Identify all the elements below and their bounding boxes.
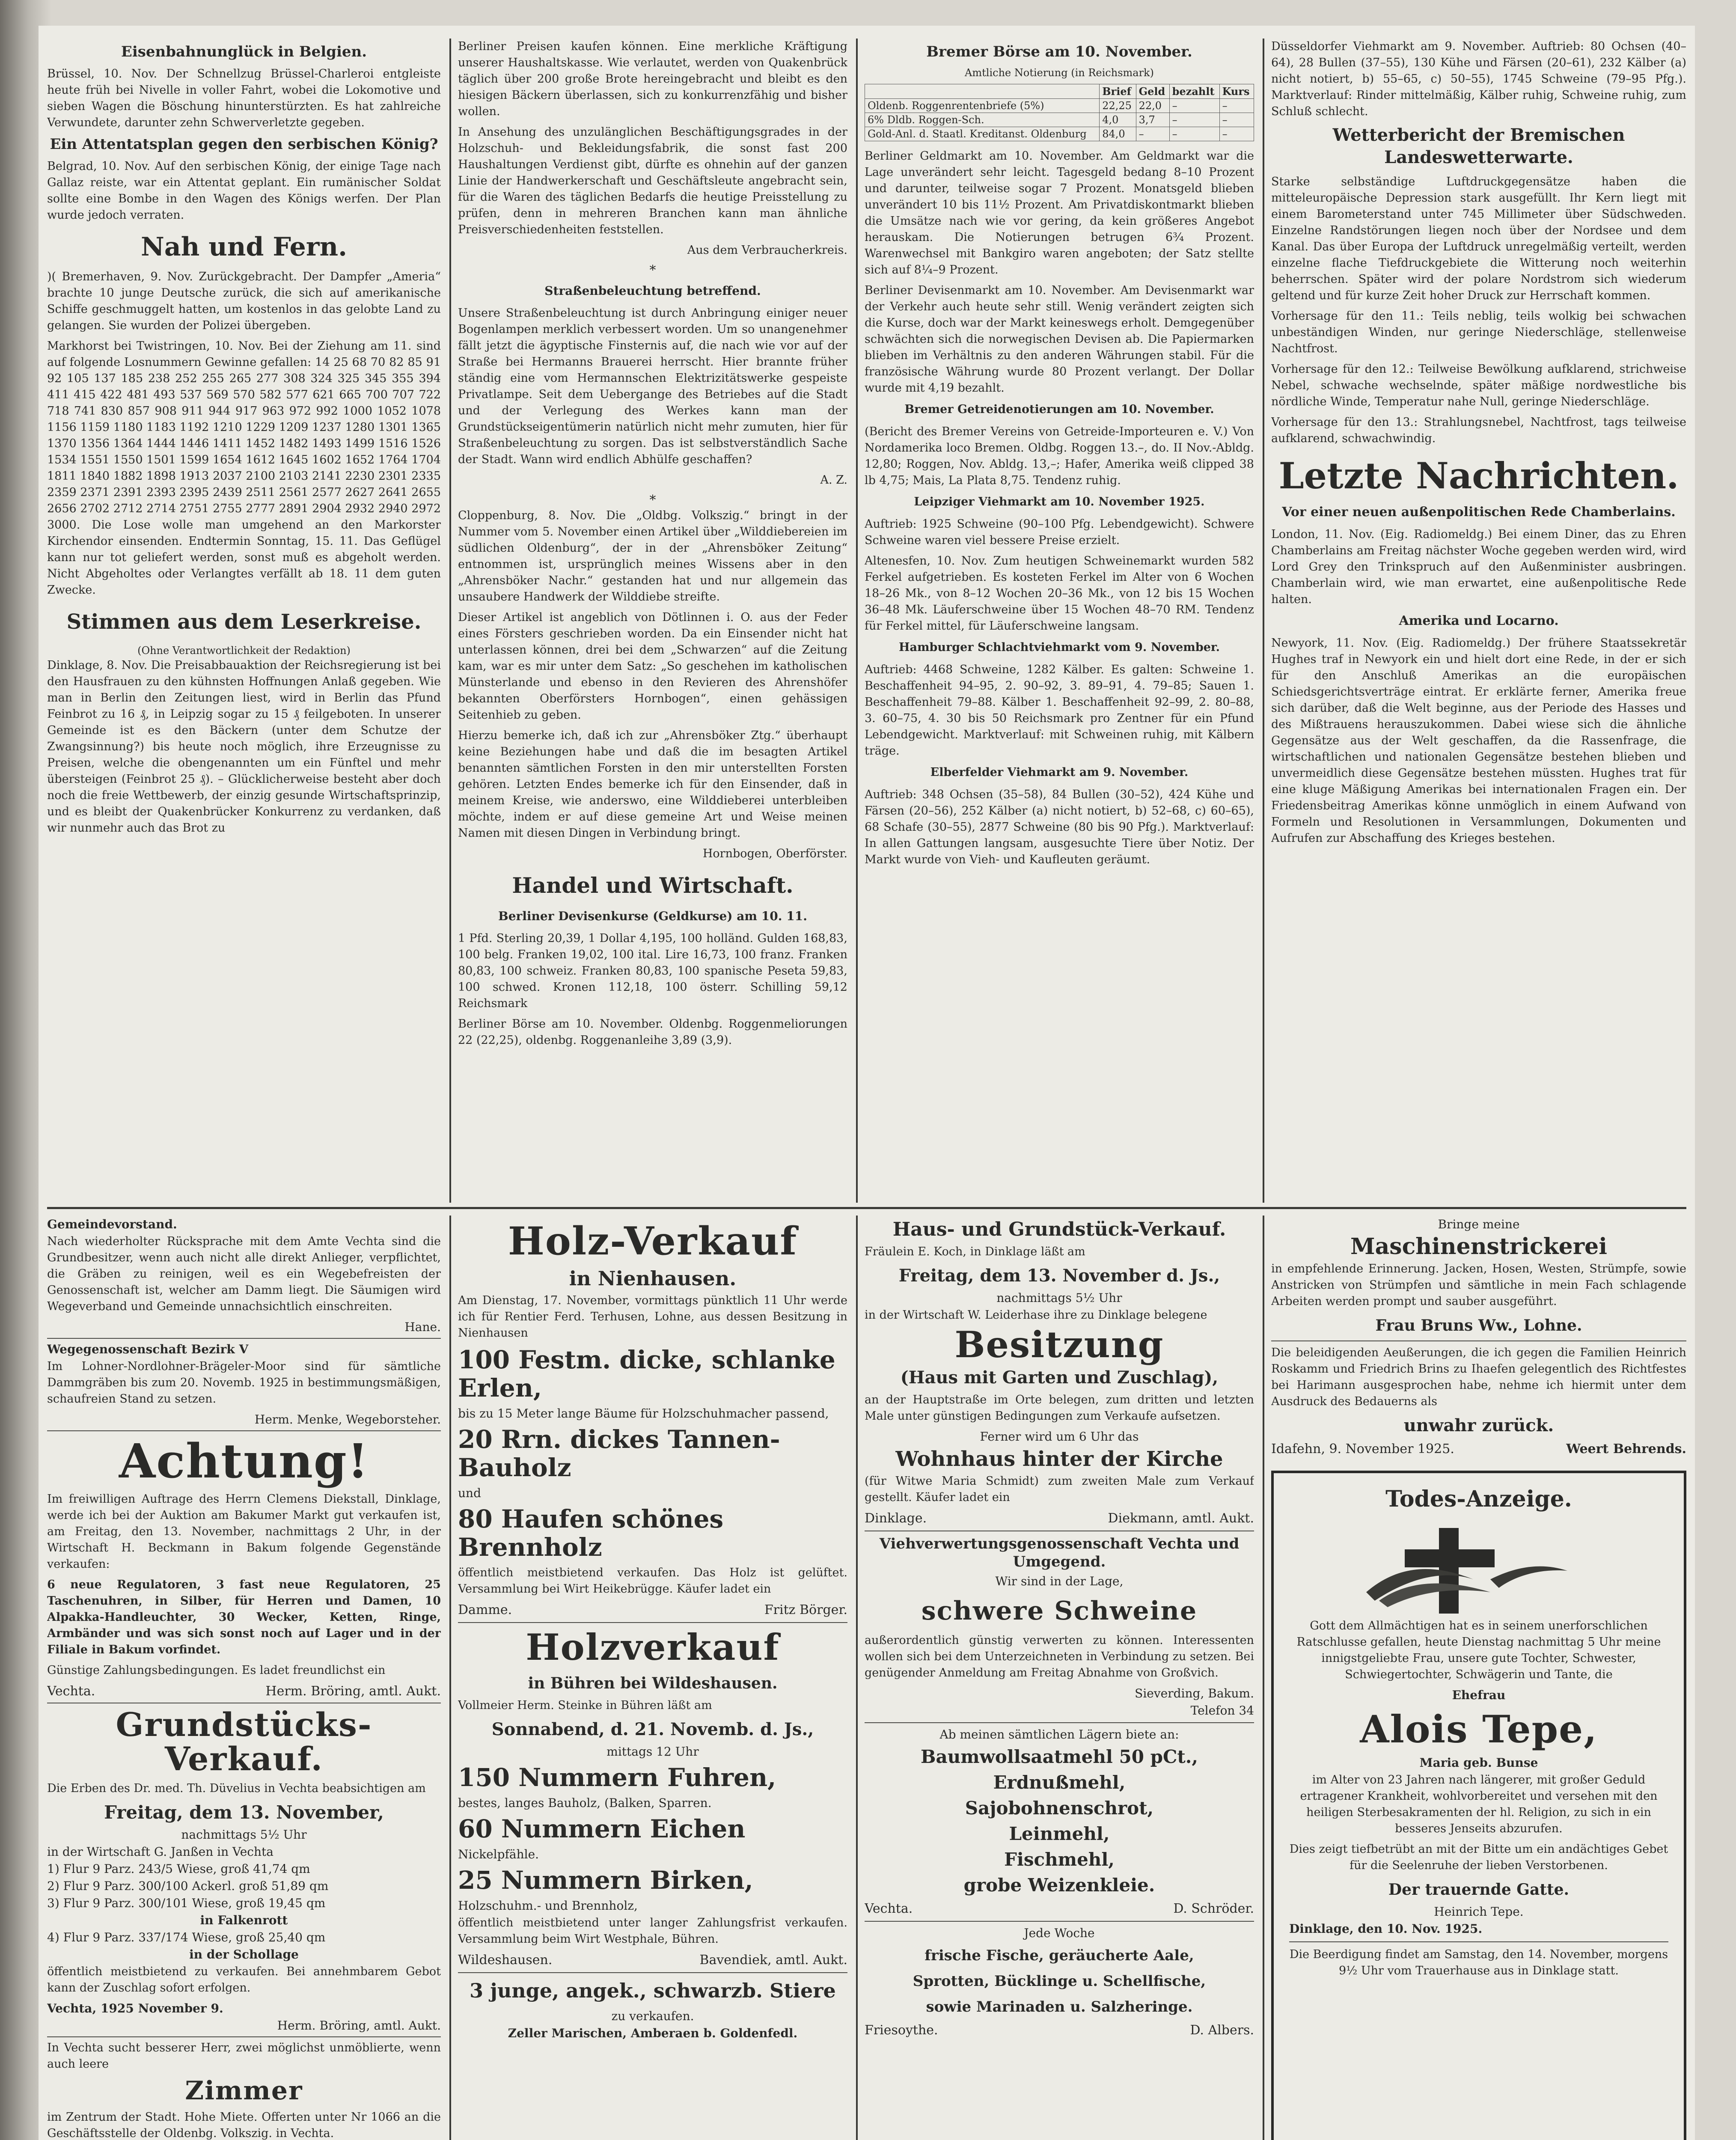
ad-signature: Dinklage. Diekmann, amtl. Aukt.	[865, 1511, 1254, 1526]
ad-highlight: unwahr zurück.	[1403, 1415, 1554, 1436]
section-title: Stimmen aus dem Leserkreise.	[66, 610, 422, 634]
article-text: Dinklage, 8. Nov. Die Preisabbauaktion der Reichsregierung ist bei den Hausfrauen zu den kühnsten Hoffnungen Anlaß gegeben. Wie man in Berlin den Zeitungen liest, wird in Berlin das Pfund Feinbrot zu 16 ₰, in Leipzig sogar zu 15 ₰ feilgeboten. In unserer Gemeinde ist es den Bäckern (unter dem Schutze der Zwangsinnung?) bis heute noch möglich, ihre Erzeugnisse zu Preisen, welche die obengenannten um ein Fünftel und mehr übersteigen (Feinbrot 25 ₰). – Glücklicherweise besteht aber doch noch die freie Wettbewerb, der einzig gesunde Wirtschaftsprinzip, und es bleibt der Quakenbrücker Konkurrenz zu verdanken, daß wir nunmehr auch das Brot zu	[47, 659, 441, 835]
article-text: Dieser Artikel ist angeblich von Dötlinnen i. O. aus der Feder eines Försters geschrieben worden. Da ein Einsender nicht hat unterlassen können, drei bei dem „Schwarzen“ auf die Zeitung kam, war es mir unter dem Satz: „So geschehen im katholischen Münsterlande und ebenso in den Revieren des Ahrenshöfer bekannten Oberförsters Hornbogen“, einen gehässigen Seitenhieb zu geben.	[458, 611, 847, 722]
article-text: Cloppenburg, 8. Nov. Die „Oldbg. Volkszig.“ bringt in der Nummer vom 5. November einen Artikel über „Wilddiebereien im südlichen Oldenburg“, der in der „Ahrensböker Zeitung“ entnommen ist, ursprünglich meines Wissens aber in den „Ahrensböker Nachr.“ gestanden hat und nur allgemein das unsaubere Handwerk der Wilddiebe streifte.	[458, 509, 847, 603]
ad-title: Maschinenstrickerei	[1350, 1233, 1607, 1260]
obituary-text: Die Beerdigung findet am Samstag, den 14. November, morgens 9½ Uhr vom Trauerhause aus in Dinklage statt.	[1289, 1948, 1668, 1977]
article-text: Newyork, 11. Nov. (Eig. Radiomeldg.) Der frühere Staatssekretär Hughes traf in Newyork ein und hielt dort eine Rede, in der er sich für den Anschluß Amerikas an die europäischen Schiedsgerichtsverträge eintrat. Er erklärte ferner, Amerika freue sich darüber, daß die Welt beginne, aus der Periode des Hasses und des Mißtrauens herauszukommen. Dabei wiese sich die ähnliche Gegensätze aus der Welt geschaffen, da die Rassenfrage, die wirtschaftlichen und nationalen Gegensätze bestehen blieben und unvermeidlich diese Gegensätze bestehen müssten. Hughes trat für eine kluge Mäßigung Amerikas bei internationalen Fragen ein. Der Friedensbeitrag Amerikas könne unmöglich in einem Aufwand von Formeln und Resolutionen in Versammlungen, Dokumenten und Aufrufen zur Abschaffung des Krieges bestehen.	[1271, 636, 1686, 845]
ad-signature: Frau Bruns Ww., Lohne.	[1375, 1317, 1582, 1335]
parcel-location: in Falkenrott	[200, 1913, 288, 1927]
ads-column-4	[1271, 1216, 1686, 2140]
article-text: Vorhersage für den 12.: Teilweise Bewölkung aufklarend, strichweise Nebel, schwache wechselnde, später mäßige nordwestliche bis nördliche Winde, Temperatur nahe Null, geringe Niederschläge.	[1271, 363, 1686, 408]
ad-subtitle: in Nienhausen.	[569, 1267, 737, 1290]
ad-signature: Herm. Bröring, amtl. Aukt.	[277, 2018, 441, 2033]
column-rule	[449, 39, 451, 1203]
notice-title: Wegegenossenschaft Bezirk V	[47, 1342, 249, 1356]
feed-item: Sajobohnenschrot,	[965, 1798, 1154, 1819]
divider	[47, 1430, 441, 1431]
ad-text: im Zentrum der Stadt. Hohe Miete. Offerten unter Nr 1066 an die Geschäftsstelle der Oldenbg. Volkszig. in Vechta.	[47, 2110, 441, 2140]
article-text: Berliner Geldmarkt am 10. November. Am Geldmarkt war die Lage unverändert sehr leicht. Tagesgeld bedang 8–10 Prozent und darunter, teilweise sogar 7 Prozent. Monatsgeld blieben unverändert 10 bis 11½ Prozent. Am Privatdiskontmarkt blieben die Umsätze nach wie vor gering, da kein größeres Angebot herauskam. Die Notierungen betrugen 6¾ Prozent. Warenwechsel mit Bankgiro waren angeboten; der Satz stellte sich auf 8¼–9 Prozent.	[865, 149, 1254, 276]
notice-text: Im Lohner-Nordlohner-Brägeler-Moor sind für sämtliche Dammgräben bis zum 20. Novemb. 1925 in bestimmungsmäßigen, schaufreien Stand zu setzen.	[47, 1360, 441, 1406]
ad-text: außerordentlich günstig verwerten zu können. Interessenten wollen sich bei dem Unterzeichneten in Verbindung zu setzen. Bei genügender Anmeldung am Freitag Abnahme von Großvich.	[865, 1634, 1254, 1679]
subtitle: (Ohne Verantwortlichkeit der Redaktion)	[137, 645, 351, 657]
obituary-box	[1271, 1471, 1686, 2140]
headline: Eisenbahnunglück in Belgien.	[121, 43, 367, 60]
obituary-title: Todes-Anzeige.	[1385, 1486, 1572, 1512]
article-text: Berliner Börse am 10. November. Oldenbg. Roggenmeliorungen 22 (22,25), oldenbg. Roggenanleihe 3,89 (3,9).	[458, 1017, 847, 1047]
article-text: Berliner Devisenmarkt am 10. November. Am Devisenmarkt war der Verkehr auch heute sehr still. Wenig verändert zeigten sich die Kurse, doch war der Markt keineswegs erholt. Demgegenüber schwächten sich die norwegischen Devisen ab. Die Papiermarken blieben im Verhältnis zu den anderen Währungen stabil. Für die französische Währung wurde 80 Prozent verlangt. Der Dollar wurde mit 4,19 bezahlt.	[865, 284, 1254, 395]
divider	[47, 1338, 441, 1339]
article-text: Brüssel, 10. Nov. Der Schnellzug Brüssel-Charleroi entgleiste heute früh bei Nivelle in voller Fahrt, wobei die Lokomotive und sieben Wagen die Böschung hinunterstürzten. Es hat zahlreiche Verwundete, darunter zehn Schwerverletzte gegeben.	[47, 67, 441, 129]
article-text: Auftrieb: 4468 Schweine, 1282 Kälber. Es galten: Schweine 1. Beschaffenheit 94–95, 2. 90–92, 3. 89–91, 4. 79–85; Sauen 1. Beschaffenheit 79–88. Kälber 1. Beschaffenheit 92–99, 2. 80–88, 3. 60–75, 4. 30 bis 50 Reichsmark pro Zentner für ein Pfund Lebendgewicht. Marktverlauf: mit Schweinen ruhig, mit Kälbern träge.	[865, 663, 1254, 758]
column-4	[1271, 39, 1686, 1198]
fish-item: sowie Marinaden u. Salzheringe.	[926, 1998, 1193, 2015]
article-text: (Bericht des Bremer Vereins von Getreide-Importeuren e. V.) Von Nordamerika loco Bremen. Oldbg. Roggen 13.–, do. II Nov.-Abldg. 12,80; Roggen, Nov. Abldg. 13,–; Hafer, Amerika weiß clipped 38 lb 4,75; Mais, La Plata 8,75. Tendenz ruhig.	[865, 425, 1254, 487]
article-text: Starke selbständige Luftdruckgegensätze haben die mitteleuropäische Depression stark ausgefüllt. Ihr Kern liegt mit einem Barometerstand unter 745 Millimeter über Südschweden. Einzelne Randstörungen liegen noch über der Nordsee und dem Kanal. Das über Europa der Luftdruck unregelmäßig verteilt, werden einzelne flache Tiefdruckgebiete die Witterung noch weiterhin beherrschen. Später wird der polare Nordstrom sich wiederum geltend und für kurze Zeit hoher Druck zur Herrschaft kommen.	[1271, 175, 1686, 302]
wood-item: 60 Nummern Eichen	[458, 1814, 746, 1843]
wood-item: 20 Rrn. dickes Tannen-Bauholz	[458, 1425, 780, 1482]
headline: Leipziger Viehmarkt am 10. November 1925.	[914, 495, 1205, 508]
ad-signature: Sieverding, Bakum.	[1135, 1686, 1254, 1700]
column-rule	[856, 1216, 858, 2140]
headline: Bremer Börse am 10. November.	[926, 43, 1192, 60]
feed-item: Erdnußmehl,	[993, 1772, 1126, 1793]
table-row: Gold-Anl. d. Staatl. Kreditanst. Oldenburg 84,0 – – –	[865, 127, 1254, 141]
table-row: 6% Dldb. Roggen-Sch. 4,0 3,7 – –	[865, 113, 1254, 127]
table-header: Kurs	[1219, 84, 1254, 99]
ad-subtitle: zu verkaufen.	[611, 2009, 694, 2023]
ad-subtitle: in Bühren bei Wildeshausen.	[528, 1674, 778, 1692]
obituary-date: Dinklage, den 10. Nov. 1925.	[1289, 1922, 1483, 1936]
wood-note: und	[458, 1486, 481, 1500]
ad-title: Achtung!	[119, 1433, 369, 1489]
obituary-text: Dies zeigt tiefbetrübt an mit der Bitte um ein andächtiges Gebet für die Seelenruhe der lieben Verstorbenen.	[1289, 1843, 1668, 1872]
ad-highlight: (Haus mit Garten und Zuschlag),	[900, 1367, 1219, 1388]
article-text: Belgrad, 10. Nov. Auf den serbischen König, der einige Tage nach Gallaz reiste, war ein Attentat geplant. Ein rumänischer Soldat sollte eine Bombe in den Wagen des Königs werfen. Der Plan wurde jedoch verraten.	[47, 160, 441, 222]
ad-text: Die Erben des Dr. med. Th. Düvelius in Vechta beabsichtigen am	[47, 1782, 426, 1795]
fish-item: Sprotten, Bücklinge u. Schellfische,	[913, 1973, 1206, 1990]
headline: Wetterbericht der Bremischen Landeswetterwarte.	[1332, 125, 1625, 167]
article-text: Berliner Preisen kaufen können. Eine merkliche Kräftigung unserer Haushaltskasse. Wie verlautet, werden von Quakenbrück täglich über 200 große Brote hereingebracht und bleibt es den hiesigen Bäckern überlassen, sich zu konkurrenzfähig und bisher wollen.	[458, 40, 847, 118]
ad-text: in der Wirtschaft W. Leiderhase ihre zu Dinklage belegene	[865, 1308, 1207, 1322]
divider	[458, 1622, 847, 1623]
ads-column-2	[458, 1216, 847, 2140]
table-header: Geld	[1136, 84, 1169, 99]
obituary-label: Ehefrau	[1452, 1688, 1506, 1702]
article-text: Auftrieb: 348 Ochsen (35–58), 84 Bullen (30–52), 424 Kühe und Färsen (20–56), 252 Kälber (a) nicht notiert, b) 52–68, c) 60–65), 68 Schafe (30–55), 2877 Schweine (80 bis 90 Pfg.). Marktverlauf: In allen Gattungen langsam, ausgesuchte Tiere über Notiz. Der Markt wurde von Vieh- und Kaufleuten geräumt.	[865, 788, 1254, 866]
article-text: In Ansehung des unzulänglichen Beschäftigungsgrades in der Holzschuh- und Bekleidungsfabrik, die sonst fast 200 Haushaltungen Verdienst gibt, dürfte es ohnehin auf der ganzen Linie der Handwerkerschaft und Geschäftsleute angebracht sein, für die Waren des täglichen Bedarfs die heutige Preisstellung zu prüfen, denn in mehreren Branchen kann man ähnliche Preisverschiedenheiten feststellen.	[458, 125, 847, 236]
ad-title: Holz-Verkauf	[508, 1219, 798, 1264]
ad-place: in der Wirtschaft G. Janßen in Vechta	[47, 1845, 273, 1859]
ad-time: mittags 12 Uhr	[606, 1745, 699, 1759]
ad-text: Jede Woche	[1024, 1926, 1095, 1940]
cross-icon	[1289, 1515, 1668, 1614]
section-title: Nah und Fern.	[141, 232, 347, 262]
ad-highlight: Wohnhaus hinter der Kirche	[895, 1447, 1223, 1471]
ad-title: Grundstücks-Verkauf.	[116, 1706, 372, 1778]
subtitle: Amtliche Notierung (in Reichsmark)	[965, 67, 1154, 79]
parcel-item: 3) Flur 9 Parz. 300/101 Wiese, groß 19,45 qm	[47, 1896, 326, 1910]
wood-note: Holzschuhm.- und Brennholz,	[458, 1899, 638, 1913]
ad-title: Zimmer	[185, 2076, 303, 2106]
ad-text: an der Hauptstraße im Orte belegen, zum dritten und letzten Male unter günstigen Bedingungen zum Verkaufe aufsetzen.	[865, 1393, 1254, 1423]
ad-title: Holzverkauf	[526, 1626, 780, 1668]
divider	[865, 1722, 1254, 1723]
ad-signature: Friesoythe. D. Albers.	[865, 2023, 1254, 2038]
ad-text: Im freiwilligen Auftrage des Herrn Clemens Diekstall, Dinklage, werde ich bei der Auktion am Bakumer Markt gut verkaufen ist, am Freitag, den 13. November, nachmittags 2 Uhr, in der Wirtschaft H. Beckmann in Bakum folgende Gegenstände verkaufen:	[47, 1492, 441, 1571]
ad-time: nachmittags 5½ Uhr	[181, 1828, 307, 1842]
wood-note: bestes, langes Bauholz, (Balken, Sparren.	[458, 1796, 712, 1810]
section-title: Handel und Wirtschaft.	[512, 873, 794, 898]
article-text: )( Bremerhaven, 9. Nov. Zurückgebracht. Der Dampfer „Ameria“ brachte 10 junge Deutsche zurück, die sich auf amerikanische Schiffe geschmuggelt hatten, um kostenlos in das gelobte Land zu gelangen. Sie wurden der Polizei übergeben.	[47, 270, 441, 332]
table-row: Oldenb. Roggenrentenbriefe (5%) 22,25 22,0 – –	[865, 99, 1254, 113]
headline: Elberfelder Viehmarkt am 9. November.	[930, 766, 1189, 779]
table-header	[865, 84, 1100, 99]
wood-item: 25 Nummern Birken,	[458, 1866, 753, 1895]
headline: Hamburger Schlachtviehmarkt vom 9. November.	[898, 641, 1220, 654]
ad-text: öffentlich meistbietend verkaufen. Das Holz ist gelüftet. Versammlung bei Wirt Heikebrügge. Käufer ladet ein	[458, 1566, 847, 1596]
article-text: Markhorst bei Twistringen, 10. Nov. Bei der Ziehung am 11. sind auf folgende Losnummern Gewinne gefallen: 14 25 68 70 82 85 91 92 105 137 185 238 252 255 265 277 308 324 325 345 355 394 411 415 422 481 493 537 569 570 582 577 621 665 700 707 722 718 741 830 857 908 911 944 917 963 972 992 1000 1052 1078 1156 1159 1180 1183 1192 1210 1229 1209 1237 1280 1301 1365 1370 1356 1364 1444 1446 1411 1452 1482 1493 1499 1516 1526 1534 1551 1550 1501 1599 1654 1612 1645 1602 1652 1764 1704 1811 1840 1882 1898 1913 2037 2100 2103 2141 2230 2301 2335 2359 2371 2391 2393 2395 2439 2511 2561 2577 2627 2641 2655 2656 2702 2712 2714 2751 2755 2777 2891 2904 2932 2940 2972 3000. Die Lose wolle man umgehend an den Markorster Kirchendor einsenden. Endtermin Sonntag, 15. 11. Das Geflügel kann nur tot geliefert werden, sonst muß es abgeholt werden. Nicht Abgeholtes oder Verlangtes verfällt ab 18. 11 dem guten Zwecke.	[47, 339, 441, 597]
column-2	[458, 39, 847, 1198]
fish-item: frische Fische, geräucherte Aale,	[924, 1947, 1194, 1964]
ad-signature: Idafehn, 9. November 1925. Weert Behrends.	[1271, 1442, 1686, 1456]
obituary-maiden: Maria geb. Bunse	[1419, 1756, 1538, 1770]
ad-text: 6 neue Regulatoren, 3 fast neue Regulatoren, 25 Taschenuhren, in Silber, für Herren und Damen, 10 Alpakka-Handleuchter, 30 Wecker, Ketten, Ringe, Armbänder und was sich sonst noch auf Lager und in der Filiale in Bakum vorfindet.	[47, 1578, 441, 1656]
parcel-location: in der Schollage	[189, 1947, 299, 1962]
ad-text: Ab meinen sämtlichen Lägern biete an:	[939, 1727, 1179, 1742]
feed-item: Fischmehl,	[1004, 1849, 1115, 1870]
signature: Aus dem Verbraucherkreis.	[687, 244, 847, 257]
wood-note: Nickelpfähle.	[458, 1847, 539, 1861]
ad-date: Vechta, 1925 November 9.	[47, 2001, 223, 2015]
ad-text: Wir sind in der Lage,	[995, 1574, 1124, 1588]
article-text: Vorhersage für den 13.: Strahlungsnebel, Nachtfrost, tags teilweise aufklarend, schwachwindig.	[1271, 416, 1686, 445]
section-rule	[47, 1207, 1686, 1209]
article-text: Vorhersage für den 11.: Teils neblig, teils wolkig bei schwachen unbeständigen Winden, nur geringe Niederschläge, stellenweise Nachtfrost.	[1271, 309, 1686, 355]
divider	[1271, 1340, 1686, 1341]
notice-signature: Herm. Menke, Wegeborsteher.	[254, 1412, 441, 1427]
article-text: Auftrieb: 1925 Schweine (90–100 Pfg. Lebendgewicht). Schwere Schweine waren viel bessere Preise erzielt.	[865, 517, 1254, 547]
column-rule	[449, 1216, 451, 2140]
article-text: 1 Pfd. Sterling 20,39, 1 Dollar 4,195, 100 holländ. Gulden 168,83, 100 belg. Franken 19,02, 100 ital. Lire 16,73, 100 franz. Franken 80,83, 100 schweiz. Franken 80,83, 100 spanische Peseta 59,83, 100 schwed. Kronen 112,18, 100 österr. Schilling 59,12 Reichsmark	[458, 932, 847, 1010]
exchange-table	[865, 84, 1254, 141]
ad-signature: Wildeshausen. Bavendiek, amtl. Aukt.	[458, 1953, 847, 1968]
parcel-item: 4) Flur 9 Parz. 337/174 Wiese, groß 25,40 qm	[47, 1930, 326, 1944]
obituary-signature-name: Heinrich Tepe.	[1434, 1905, 1524, 1919]
separator: *	[649, 493, 656, 508]
headline: Bremer Getreidenotierungen am 10. November.	[904, 403, 1214, 416]
parcel-item: 1) Flur 9 Parz. 243/5 Wiese, groß 41,74 qm	[47, 1862, 310, 1876]
ad-text: Günstige Zahlungsbedingungen. Es ladet freundlichst ein	[47, 1664, 386, 1677]
ad-signature: Vechta. D. Schröder.	[865, 1901, 1254, 1916]
wood-item: 100 Festm. dicke, schlanke Erlen,	[458, 1345, 835, 1403]
feed-item: Baumwollsaatmehl 50 pCt.,	[920, 1746, 1198, 1767]
ad-time: nachmittags 5½ Uhr	[996, 1291, 1122, 1305]
ad-text: öffentlich meistbietend zu verkaufen. Bei annehmbarem Gebot kann der Zuschlag sofort erfolgen.	[47, 1965, 441, 1994]
feed-item: Leinmehl,	[1009, 1823, 1110, 1844]
divider	[458, 1972, 847, 1973]
signature: A. Z.	[820, 473, 847, 487]
ad-text: Fräulein E. Koch, in Dinklage läßt am	[865, 1245, 1085, 1258]
headline: Berliner Devisenkurse (Geldkurse) am 10. 11.	[498, 909, 807, 923]
column-3	[865, 39, 1254, 1198]
column-rule	[1263, 1216, 1264, 2140]
signature: Hornbogen, Oberförster.	[702, 847, 847, 860]
ad-text: Ferner wird um 6 Uhr das	[980, 1430, 1139, 1444]
divider	[47, 2036, 441, 2037]
separator: *	[649, 263, 656, 278]
ad-text: Die beleidigenden Aeußerungen, die ich gegen die Familien Heinrich Roskamm und Friedrich Brins zu Ihaefen gelegentlich des Richtfestes bei Harimann ausgesprochen habe, nehme ich hiermit unter dem Ausdruck des Bedauerns als	[1271, 1346, 1686, 1408]
table-header: bezahlt	[1169, 84, 1219, 99]
ad-date: Freitag, dem 13. November d. Js.,	[898, 1266, 1220, 1286]
newspaper-page	[39, 26, 1695, 2140]
ad-text: Bringe meine	[1438, 1217, 1520, 1231]
article-text: London, 11. Nov. (Eig. Radiomeldg.) Bei einem Diner, das zu Ehren Chamberlains am Freitag nächster Woche gegeben werden wird, wird Lord Grey den Trinkspruch auf den Außenminister ausbringen. Chamberlain wird, wie man erwartet, eine außenpolitische Rede halten.	[1271, 528, 1686, 606]
ad-signature: Damme. Fritz Börger.	[458, 1602, 847, 1617]
ad-text: In Vechta sucht besserer Herr, zwei möglichst unmöblierte, wenn auch leere	[47, 2041, 441, 2071]
ad-signature: Vechta. Herm. Bröring, amtl. Aukt.	[47, 1684, 441, 1699]
ad-text: öffentlich meistbietend unter langer Zahlungsfrist verkaufen. Versammlung beim Wirt Westphale, Bühren.	[458, 1916, 847, 1946]
obituary-signature: Der trauernde Gatte.	[1388, 1881, 1570, 1899]
ad-signature: Zeller Marischen, Amberaen b. Goldenfedl.	[508, 2026, 798, 2040]
ad-title: Haus- und Grundstück-Verkauf.	[892, 1219, 1226, 1240]
ad-date: Sonnabend, d. 21. Novemb. d. Js.,	[491, 1719, 814, 1739]
article-text: Hierzu bemerke ich, daß ich zur „Ahrensböker Ztg.“ überhaupt keine Beziehungen habe und daß die im besagten Artikel benannten sämtlichen Forsten in den mir unterstellten Forsten gehören. Letzten Endes bemerke ich für den Einsender, daß in meinem Kreise, wie anderswo, eine Wilddieberei unterbleiben möchte, indem er auf diese gemeine Art und Weise meinen Namen mit diesen Dingen in Verbindung bringt.	[458, 729, 847, 840]
ads-column-3	[865, 1216, 1254, 2140]
headline: Ein Attentatsplan gegen den serbischen König?	[50, 136, 438, 153]
column-rule	[856, 39, 858, 1203]
headline: Vor einer neuen außenpolitischen Rede Chamberlains.	[1282, 505, 1676, 520]
headline: Straßenbeleuchtung betreffend.	[544, 284, 761, 298]
wood-item: 150 Nummern Fuhren,	[458, 1763, 776, 1792]
ad-text: Vollmeier Herm. Steinke in Bühren läßt am	[458, 1699, 712, 1712]
ad-text: in empfehlende Erinnerung. Jacken, Hosen, Westen, Strümpfe, sowie Anstricken von Strümpfen und sämtliche in mein Fach schlagende Arbeiten werden prompt und sauber ausgeführt.	[1271, 1262, 1686, 1308]
wood-item: 80 Haufen schönes Brennholz	[458, 1504, 724, 1562]
ad-highlight: schwere Schweine	[921, 1596, 1198, 1626]
feed-item: grobe Weizenkleie.	[963, 1875, 1155, 1896]
parcel-item: 2) Flur 9 Parz. 300/100 Ackerl. groß 51,89 qm	[47, 1879, 329, 1893]
obituary-name: Alois Tepe,	[1360, 1707, 1598, 1751]
obituary-text: Gott dem Allmächtigen hat es in seinem unerforschlichen Ratschlusse gefallen, heute Dienstag nachmittag 5 Uhr meine innigstgeliebte Frau, unsere gute Tochter, Schwester, Schwiegertochter, Schwägerin und Tante, die	[1296, 1619, 1661, 1681]
table-header: Brief	[1100, 84, 1136, 99]
notice-text: Nach wiederholter Rücksprache mit dem Amte Vechta sind die Grundbesitzer, wenn auch nicht alle direkt Anlieger, verpflichtet, die Gräben zu reinigen, weil es ein Wegebefreisten der Genossenschaft ist, welcher am Damm liegt. Die Säumigen wird Wegeverband und Gemeinde unnachsichtlich einschreiten.	[47, 1235, 441, 1313]
ads-column-1	[47, 1216, 441, 2140]
headline: Amerika und Locarno.	[1399, 613, 1559, 628]
column-rule	[1263, 39, 1264, 1203]
notice-signature: Hane.	[404, 1320, 441, 1334]
obituary-text: im Alter von 23 Jahren nach längerer, mit großer Geduld ertragener Krankheit, wohlvorbereitet und versehen mit den heiligen Sterbesakramenten der hl. Religion, zu sich in ein besseres Jenseits abzurufen.	[1300, 1773, 1658, 1835]
article-text: Altenesfen, 10. Nov. Zum heutigen Schweinemarkt wurden 582 Ferkel aufgetrieben. Es kosteten Ferkel im Alter von 6 Wochen 18–26 Mk., von 8–12 Wochen 20–36 Mk., von 12 bis 15 Wochen 36–48 Mk. Läuferschweine über 15 Wochen 48–70 RM. Tendenz für Ferkel mittel, für Läuferschweine langsam.	[865, 554, 1254, 633]
ad-phone: Telefon 34	[1190, 1703, 1254, 1718]
article-text: Düsseldorfer Viehmarkt am 9. November. Auftrieb: 80 Ochsen (40–64), 28 Bullen (37–55), 130 Kühe und Färsen (20–61), 232 Kälber (a) nicht notiert, b) 55–65, c) 50–55), 1745 Schweine (79–95 Pfg.). Marktverlauf: Rinder mittelmäßig, Kälber ruhig, Schweine ruhig, zum Schluß schlecht.	[1271, 40, 1686, 118]
divider	[865, 1921, 1254, 1922]
ad-title: 3 junge, angek., schwarzb. Stiere	[470, 1979, 836, 2002]
ad-text: Am Dienstag, 17. November, vormittags pünktlich 11 Uhr werde ich für Rentier Ferd. Terhusen, Lohne, aus dessen Besitzung in Nienhausen	[458, 1294, 847, 1340]
ad-text: (für Witwe Maria Schmidt) zum zweiten Male zum Verkauf gestellt. Käufer ladet ein	[865, 1474, 1254, 1504]
ad-date: Freitag, dem 13. November,	[104, 1802, 384, 1823]
column-1	[47, 39, 441, 1198]
divider	[1289, 1941, 1668, 1942]
ad-title: Viehverwertungsgenossenschaft Vechta und Umgegend.	[879, 1535, 1240, 1570]
article-text: Unsere Straßenbeleuchtung ist durch Anbringung einiger neuer Bogenlampen merklich verbessert worden. Um so unangenehmer fällt jetzt die ägyptische Finsternis auf, die nach wie vor auf der Straße bei Hermanns Brauerei herrscht. Hier brannte früher ständig eine vom Hermannschen Elektrizitätswerke gespeiste Privatlampe. Seit dem Uebergange des Betriebes auf die Stadt und der Verlegung des Werkes kann man der Grundstückseigentümerin natürlich nicht mehr zumuten, hier für Straßenbeleuchtung zu sorgen. Das ist selbstverständlich Sache der Stadt. Wann wird endlich Abhülfe geschaffen?	[458, 306, 847, 466]
notice-title: Gemeindevorstand.	[47, 1217, 177, 1231]
wood-note: bis zu 15 Meter lange Bäume für Holzschuhmacher passend,	[458, 1406, 829, 1421]
section-title: Letzte Nachrichten.	[1278, 455, 1679, 497]
ad-highlight: Besitzung	[954, 1323, 1164, 1366]
